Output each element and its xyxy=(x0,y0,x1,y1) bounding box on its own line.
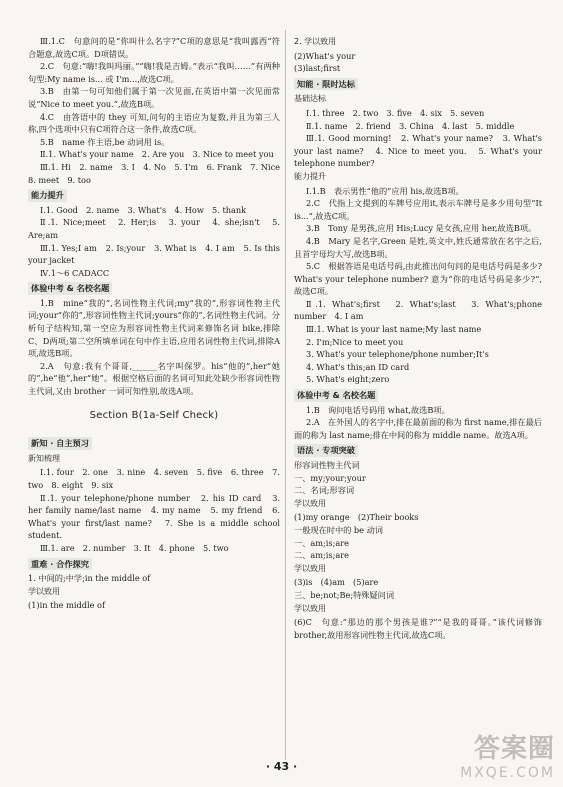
answer-line: (6)C 句意:“那边的那个男孩是谁?”“是我的哥哥。”该代词修饰 brother,故用形容词性物主代词,故选C项。 xyxy=(294,617,542,640)
answer-line: 二、名词;形容词 xyxy=(294,485,355,496)
left-column xyxy=(28,35,289,612)
answer-line: (1)in the middle of xyxy=(28,600,105,611)
right-column xyxy=(294,35,542,641)
answer-line: 5.B name 作主语,be 动词用 is。 xyxy=(40,136,170,147)
subsection-heading: 学以致用 xyxy=(294,498,326,508)
subsection-heading: 2. 学以致用 xyxy=(294,37,337,46)
watermark-line1: 答案圈 xyxy=(473,734,555,764)
answer-line: Ⅱ.1. name 2. friend 3. China 4. last 5. middle xyxy=(306,120,515,131)
answer-line: Ⅰ.1. Good 2. name 3. What's 4. How 5. thank xyxy=(40,204,247,215)
section-heading: 体验中考 & 名校名题 xyxy=(28,282,112,295)
answer-line: 5. What's eight;zero xyxy=(306,374,390,385)
subsection-heading: 基础达标 xyxy=(294,94,326,104)
answer-line: Ⅲ.1. What is your last name;My last name xyxy=(306,324,482,335)
answer-line: (3)is (4)am (5)are xyxy=(294,577,379,588)
answer-line: 一、am;is;are xyxy=(294,537,349,548)
answer-line: 1. 中间的;中学;in the middle of xyxy=(28,573,151,584)
answer-line: 4. What's this;an ID card xyxy=(306,361,410,372)
answer-line: Ⅰ.1. three 2. two 3. five 4. six 5. seven xyxy=(306,107,485,118)
answer-line: 4.C 由答语中的 they 可知,问句的主语应为复数,并且为第三人称,四个选项中只有C项符合这一条件,故选C项。 xyxy=(28,111,280,135)
answer-line: Ⅰ.1. four 2. one 3. nine 4. seven 5. five 6. three 7. two 8. eight 9. six xyxy=(28,467,280,490)
answer-line: 3.B Tony 是男孩,应用 His;Lucy 是女孩,应用 her,故选B项。 xyxy=(306,223,537,234)
section-heading: 知能 · 限时达标 xyxy=(294,78,358,91)
answer-line: 三、be;not;Be;特殊疑问词 xyxy=(294,589,395,600)
answer-line: Ⅲ.1.C 句意问的是“你叫什么名字?”C项的意思是“我叫露西”符合题意,故选C项。D项错误。 xyxy=(28,36,280,59)
answer-line: 2.A 句意:我有个哥哥,______名字叫保罗。his“他的”,her“她的”,he“他”,her“她”。根据空格后面的名词可知此处缺少形容词性物主代词,又由 brother 一词可知性别,故选A项。 xyxy=(28,360,280,397)
answer-line: 1.B mine“我的”,名词性物主代词;my“我的”,形容词性物主代词;your“你的”,形容词性物主代词;yours“你的”,名词性物主代词。分析句子结构知,第一空应为形容词性物主代词来修饰名词 bike,排除C、D两项;第二空所填单词在句中作主语,应用名词性物主代词,排除A项,故选B项。 xyxy=(28,297,280,359)
answer-line: 2.C 代指上文提到的车牌号应用it,表示车牌号是多少用句型“It is...”,故选C项。 xyxy=(294,198,542,221)
answer-line: Ⅲ.1. Good morning! 2. What's your name? 3. What's your last name? 4. Nice to meet you. 5. What's your telephone number? xyxy=(294,133,542,169)
column-divider xyxy=(285,30,286,760)
answer-line: Ⅱ.1. What's;first 2. What's;last 3. What's;phone number 4. I am xyxy=(294,298,542,322)
section-heading: 体验中考 & 名校名题 xyxy=(294,389,378,402)
answer-line: (3)last;first xyxy=(294,63,341,74)
section-title: Section B(1a-Self Check) xyxy=(89,409,219,421)
answer-line: 1.B 询问电话号码用 what,故选B项。 xyxy=(306,404,450,415)
watermark-line2: MXQE.COM xyxy=(460,765,555,781)
answer-line: Ⅱ.1. your telephone/phone number 2. his ID card 3. her family name/last name 4. my name 5. my friend 6. What's your first/last name? 7. She is a middle school student. xyxy=(28,492,280,541)
answer-line: (1)my orange (2)Their books xyxy=(294,512,419,523)
answer-line: 2.A 在外国人的名字中,排在最前面的称为 first name,排在最后面的称为 last name;排在中间的称为 middle name。故选A项。 xyxy=(294,417,542,440)
answer-line: 2.C 句意:“嗨!我叫玛丽。”“嗨!我是吉姆。”表示“我叫……”有两种句型:My name is... 或 I'm...,故选C项。 xyxy=(28,61,280,84)
section-heading: 能力提升 xyxy=(28,189,67,202)
answer-line: Ⅲ.1. Yes;I am 2. Is;your 3. What is 4. I am 5. Is this your jacket xyxy=(28,242,280,266)
answer-line: 一般现在时中的 be 动词 xyxy=(294,524,383,535)
page-number: · 43 · xyxy=(265,760,298,773)
answer-line: 2. I'm;Nice to meet you xyxy=(306,336,404,347)
answer-line: Ⅰ.1.B 表示男性“他的”应用 his,故选B项。 xyxy=(306,185,464,196)
answer-line: 3. What's your telephone/phone number;It's xyxy=(306,349,489,360)
answer-line: Ⅱ.1. Nice;meet 2. Her;is 3. your 4. she;isn't 5. Are;am xyxy=(28,217,280,240)
section-heading: 重难 · 合作探究 xyxy=(28,558,92,571)
subsection-heading: 新知梳理 xyxy=(28,453,60,463)
answer-line: 3.B 由第一句可知他们属于第一次见面,在英语中第一次见面常说“Nice to meet you.”,故选B项。 xyxy=(28,86,280,109)
answer-line: Ⅳ.1～6 CADACC xyxy=(40,267,110,278)
subsection-heading: 学以致用 xyxy=(28,586,60,596)
answer-line: (2)What's your xyxy=(294,50,356,61)
answer-line: 5.C 根据答语是电话号码,由此推出问句问的是电话号码是多少?What's your telephone number? 意为“你的电话号码是多少?”,故选C项。 xyxy=(294,261,542,297)
answer-line: 形容词性物主代词 xyxy=(294,460,360,470)
answer-line: Ⅱ.1. What's your name 2. Are you 3. Nice to meet you xyxy=(40,149,274,160)
subsection-heading: 学以致用 xyxy=(294,563,326,573)
answer-line: 二、am;is;are xyxy=(294,550,349,561)
answer-line: Ⅲ.1. are 2. number 3. It 4. phone 5. two xyxy=(40,542,229,553)
subsection-heading: 能力提升 xyxy=(294,171,326,181)
answer-line: 4.B Mary 是名字,Green 是姓,英文中,姓氏通常放在名字之后,且首字母均大写,故选B项。 xyxy=(294,235,542,259)
section-heading: 新知 · 自主预习 xyxy=(28,437,92,450)
watermark-logo xyxy=(460,728,555,781)
answer-line: 一、my;your;your xyxy=(294,472,366,483)
answer-line: Ⅲ.1. Hi 2. name 3. I 4. No 5. I'm 6. Frank 7. Nice 8. meet 9. too xyxy=(28,161,289,185)
subsection-heading: 学以致用 xyxy=(294,603,326,613)
section-heading: 语法 · 专项突破 xyxy=(294,444,358,457)
